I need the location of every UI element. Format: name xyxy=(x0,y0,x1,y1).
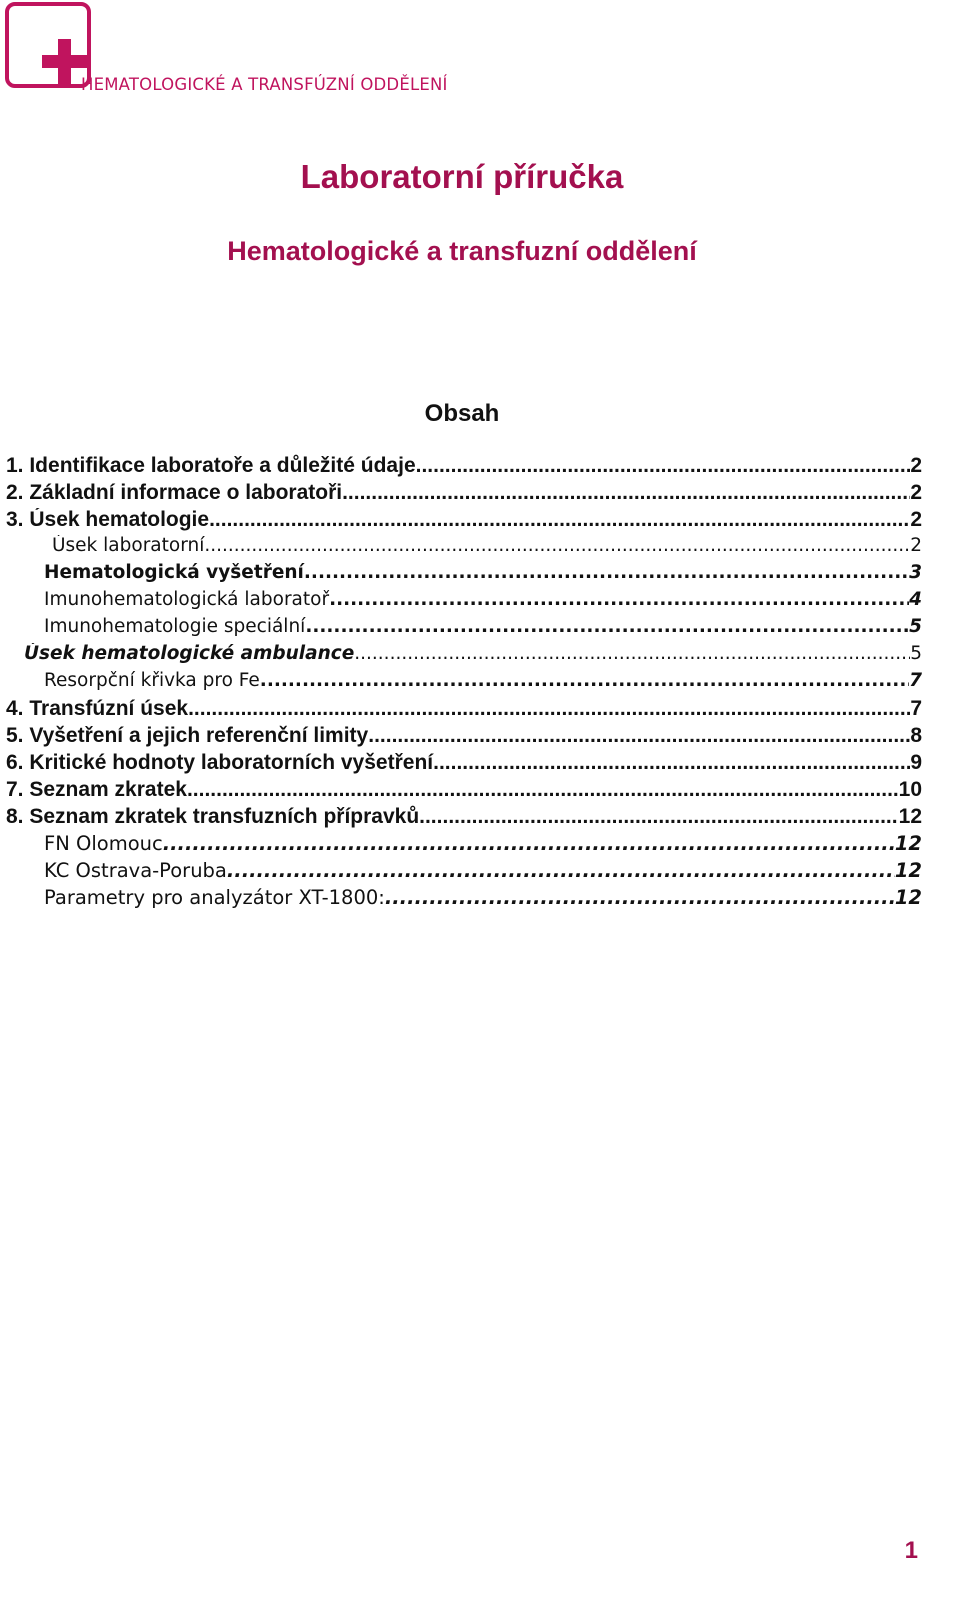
toc-entry-page: 9 xyxy=(910,751,922,774)
toc-entry-page: 12 xyxy=(894,886,922,909)
toc-entry-page: 12 xyxy=(894,859,922,882)
toc-heading: Obsah xyxy=(424,400,500,427)
toc-entry-page: 12 xyxy=(898,805,922,828)
toc-entry-leader xyxy=(163,832,895,855)
toc-entry-leader xyxy=(354,643,910,664)
toc-entry-leader xyxy=(227,859,895,882)
toc-entry-label: 2. Základní informace o laboratoři xyxy=(6,481,343,504)
toc-entry-label: Úsek hematologické ambulance xyxy=(24,643,355,664)
toc-entry[interactable] xyxy=(0,535,922,562)
toc-entry-label: 1. Identifikace laboratoře a důležité údaje xyxy=(6,454,416,477)
toc-entry-label: 8. Seznam zkratek transfuzních přípravků xyxy=(6,805,420,828)
toc-entry-page: 4 xyxy=(909,589,922,610)
toc-entry-page: 2 xyxy=(910,508,922,531)
toc-entry[interactable] xyxy=(0,562,922,589)
toc-entry-label: Hematologická vyšetření xyxy=(44,562,304,583)
toc-entry-label: 4. Transfúzní úsek xyxy=(6,697,189,720)
toc-entry-label: 7. Seznam zkratek xyxy=(6,778,187,801)
toc-entry-label: Parametry pro analyzátor XT-1800: xyxy=(44,886,385,909)
toc-entry-leader xyxy=(204,535,910,556)
toc-entry[interactable] xyxy=(0,616,922,643)
toc-entry[interactable] xyxy=(0,697,922,724)
toc-entry-page: 10 xyxy=(898,778,922,801)
toc-entry[interactable] xyxy=(0,859,922,886)
toc-entry-leader xyxy=(260,670,909,691)
toc-entry-page: 12 xyxy=(894,832,922,855)
toc-entry-label: Imunohematologická laboratoř xyxy=(44,589,330,610)
toc-entry-leader xyxy=(329,589,909,610)
toc-entry-page: 3 xyxy=(909,562,922,583)
toc-entry-leader xyxy=(304,562,909,583)
toc-entry-page: 7 xyxy=(909,670,922,691)
toc-entry[interactable] xyxy=(0,454,922,481)
toc-entry-page: 2 xyxy=(910,454,922,477)
table-of-contents xyxy=(0,454,922,913)
document-subtitle: Hematologické a transfuzní oddělení xyxy=(227,236,697,266)
toc-entry-page: 5 xyxy=(910,643,922,664)
toc-entry-leader xyxy=(188,697,910,721)
toc-entry[interactable] xyxy=(0,751,922,778)
toc-entry-label: 3. Úsek hematologie xyxy=(6,508,210,531)
toc-entry-leader xyxy=(416,454,911,478)
toc-entry-leader xyxy=(419,805,899,829)
toc-entry[interactable] xyxy=(0,481,922,508)
toc-entry-label: Úsek laboratorní xyxy=(52,535,205,556)
logo-plus-icon-bar xyxy=(42,55,87,68)
toc-entry[interactable] xyxy=(0,508,922,535)
toc-entry[interactable] xyxy=(0,643,922,670)
toc-entry-page: 5 xyxy=(909,616,922,637)
toc-entry-label: Resorpční křivka pro Fe xyxy=(44,670,260,691)
toc-entry-leader xyxy=(385,886,895,909)
document-title: Laboratorní příručka xyxy=(300,158,624,195)
toc-entry-leader xyxy=(187,778,899,802)
toc-entry-label: 5. Vyšetření a jejich referenční limity xyxy=(6,724,369,747)
toc-entry-page: 2 xyxy=(910,535,922,556)
toc-entry-leader xyxy=(342,481,910,505)
toc-entry-label: FN Olomouc xyxy=(44,832,163,855)
toc-entry[interactable] xyxy=(0,670,922,697)
toc-entry-leader xyxy=(433,751,910,775)
toc-entry-label: KC Ostrava-Poruba xyxy=(44,859,227,882)
page-number: 1 xyxy=(904,1537,918,1564)
toc-entry-leader xyxy=(368,724,910,748)
toc-entry-page: 2 xyxy=(910,481,922,504)
toc-entry-leader xyxy=(305,616,909,637)
toc-entry-page: 7 xyxy=(910,697,922,720)
toc-entry[interactable] xyxy=(0,886,922,913)
department-logo xyxy=(5,2,465,102)
toc-entry[interactable] xyxy=(0,589,922,616)
toc-entry[interactable] xyxy=(0,805,922,832)
logo-text: HEMATOLOGICKÉ A TRANSFÚZNÍ ODDĚLENÍ xyxy=(81,75,448,94)
toc-entry[interactable] xyxy=(0,724,922,751)
toc-entry-page: 8 xyxy=(910,724,922,747)
toc-entry-leader xyxy=(209,508,910,532)
toc-entry-label: 6. Kritické hodnoty laboratorních vyšetření xyxy=(6,751,434,774)
toc-entry[interactable] xyxy=(0,832,922,859)
toc-entry-label: Imunohematologie speciální xyxy=(44,616,306,637)
toc-entry[interactable] xyxy=(0,778,922,805)
logo-frame xyxy=(5,2,91,88)
